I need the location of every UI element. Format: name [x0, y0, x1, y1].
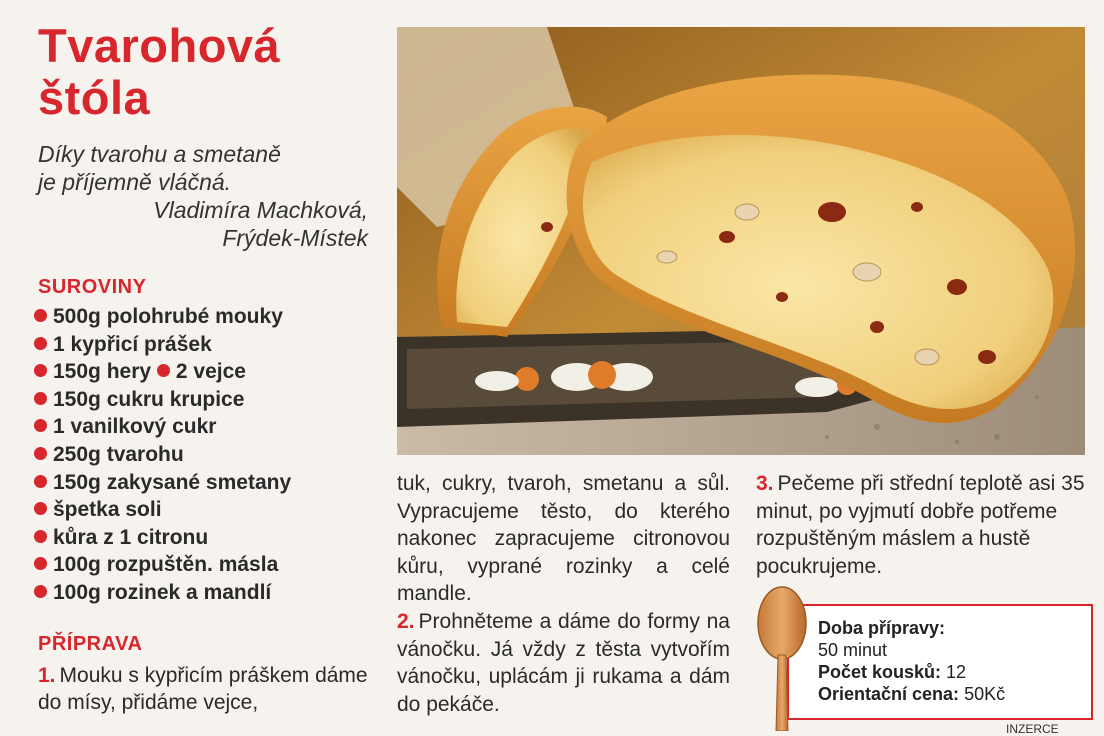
bullet-icon — [34, 502, 47, 515]
list-item: 150g zakysané smetany — [34, 469, 379, 497]
stollen-photo — [397, 27, 1085, 455]
pieces-value: 12 — [946, 662, 967, 682]
ingredients-list — [34, 303, 379, 607]
list-item: 100g rozpuštěn. másla — [34, 551, 379, 579]
list-item: 150g hery 2 vejce — [34, 358, 379, 386]
step-3-number: 3. — [756, 472, 774, 495]
prep-time-label: Doba přípravy: — [818, 618, 946, 638]
ingredients-heading: SUROVINY — [38, 276, 147, 298]
bullet-icon — [34, 447, 47, 460]
step-2-text: 2. Prohněteme a dáme do formy na vánočku. Já vždy z těsta vytvořím vánočku, uplácám ji rukama a dám do pekáče. — [397, 609, 730, 716]
bullet-icon — [34, 475, 47, 488]
bullet-icon — [157, 364, 170, 377]
step-1-number: 1. — [38, 664, 56, 687]
pieces-label: Počet kousků: — [818, 662, 942, 682]
author-name: Vladimíra Machková, — [153, 197, 368, 223]
wooden-spoon-icon — [750, 585, 820, 731]
list-item: 100g rozinek a mandlí — [34, 579, 379, 607]
preparation-column-2 — [397, 470, 730, 718]
list-item: kůra z 1 citronu — [34, 524, 379, 552]
bullet-icon — [34, 392, 47, 405]
price-label: Orientační cena: — [818, 684, 960, 704]
list-item: špetka soli — [34, 496, 379, 524]
bullet-icon — [34, 530, 47, 543]
step-3-text: 3. Pečeme při střední teplotě asi 35 minut, po vyjmutí dobře potřeme rozpuštěným máslem a hustě pocukrujeme. — [756, 472, 1085, 578]
bullet-icon — [34, 309, 47, 322]
author-location: Frýdek-Místek — [222, 225, 368, 251]
step-1-text: 1. Mouku s kypřicím práškem dáme do mísy, přidáme vejce, — [38, 664, 368, 714]
recipe-info — [818, 617, 1005, 705]
prep-time-value: 50 minut — [818, 640, 888, 660]
recipe-subtitle — [38, 140, 368, 252]
list-item: 1 vanilkový cukr — [34, 413, 379, 441]
preparation-column-3 — [756, 470, 1090, 580]
list-item: 250g tvarohu — [34, 441, 379, 469]
bullet-icon — [34, 585, 47, 598]
bullet-icon — [34, 364, 47, 377]
subtitle-line1: Díky tvarohu a smetaně — [38, 141, 281, 167]
step-2-number: 2. — [397, 609, 415, 633]
advertisement-tag: INZERCE — [1006, 722, 1059, 736]
recipe-title-line2: štóla — [38, 71, 151, 124]
list-item: 500g polohrubé mouky — [34, 303, 379, 331]
list-item: 150g cukru krupice — [34, 386, 379, 414]
recipe-title — [38, 20, 280, 124]
list-item: 1 kypřicí prášek — [34, 331, 379, 359]
bullet-icon — [34, 557, 47, 570]
bullet-icon — [34, 337, 47, 350]
preparation-heading: PŘÍPRAVA — [38, 633, 143, 655]
bullet-icon — [34, 419, 47, 432]
step-1-continuation: tuk, cukry, tvaroh, smetanu a sůl. Vypracujeme těsto, do kterého nakonec zapracujeme citronovou kůru, vyprané rozinky a celé mandle. — [397, 472, 730, 606]
recipe-title-line1: Tvarohová — [38, 19, 281, 72]
price-value: 50Kč — [964, 684, 1006, 704]
subtitle-line2: je příjemně vláčná. — [38, 169, 232, 195]
